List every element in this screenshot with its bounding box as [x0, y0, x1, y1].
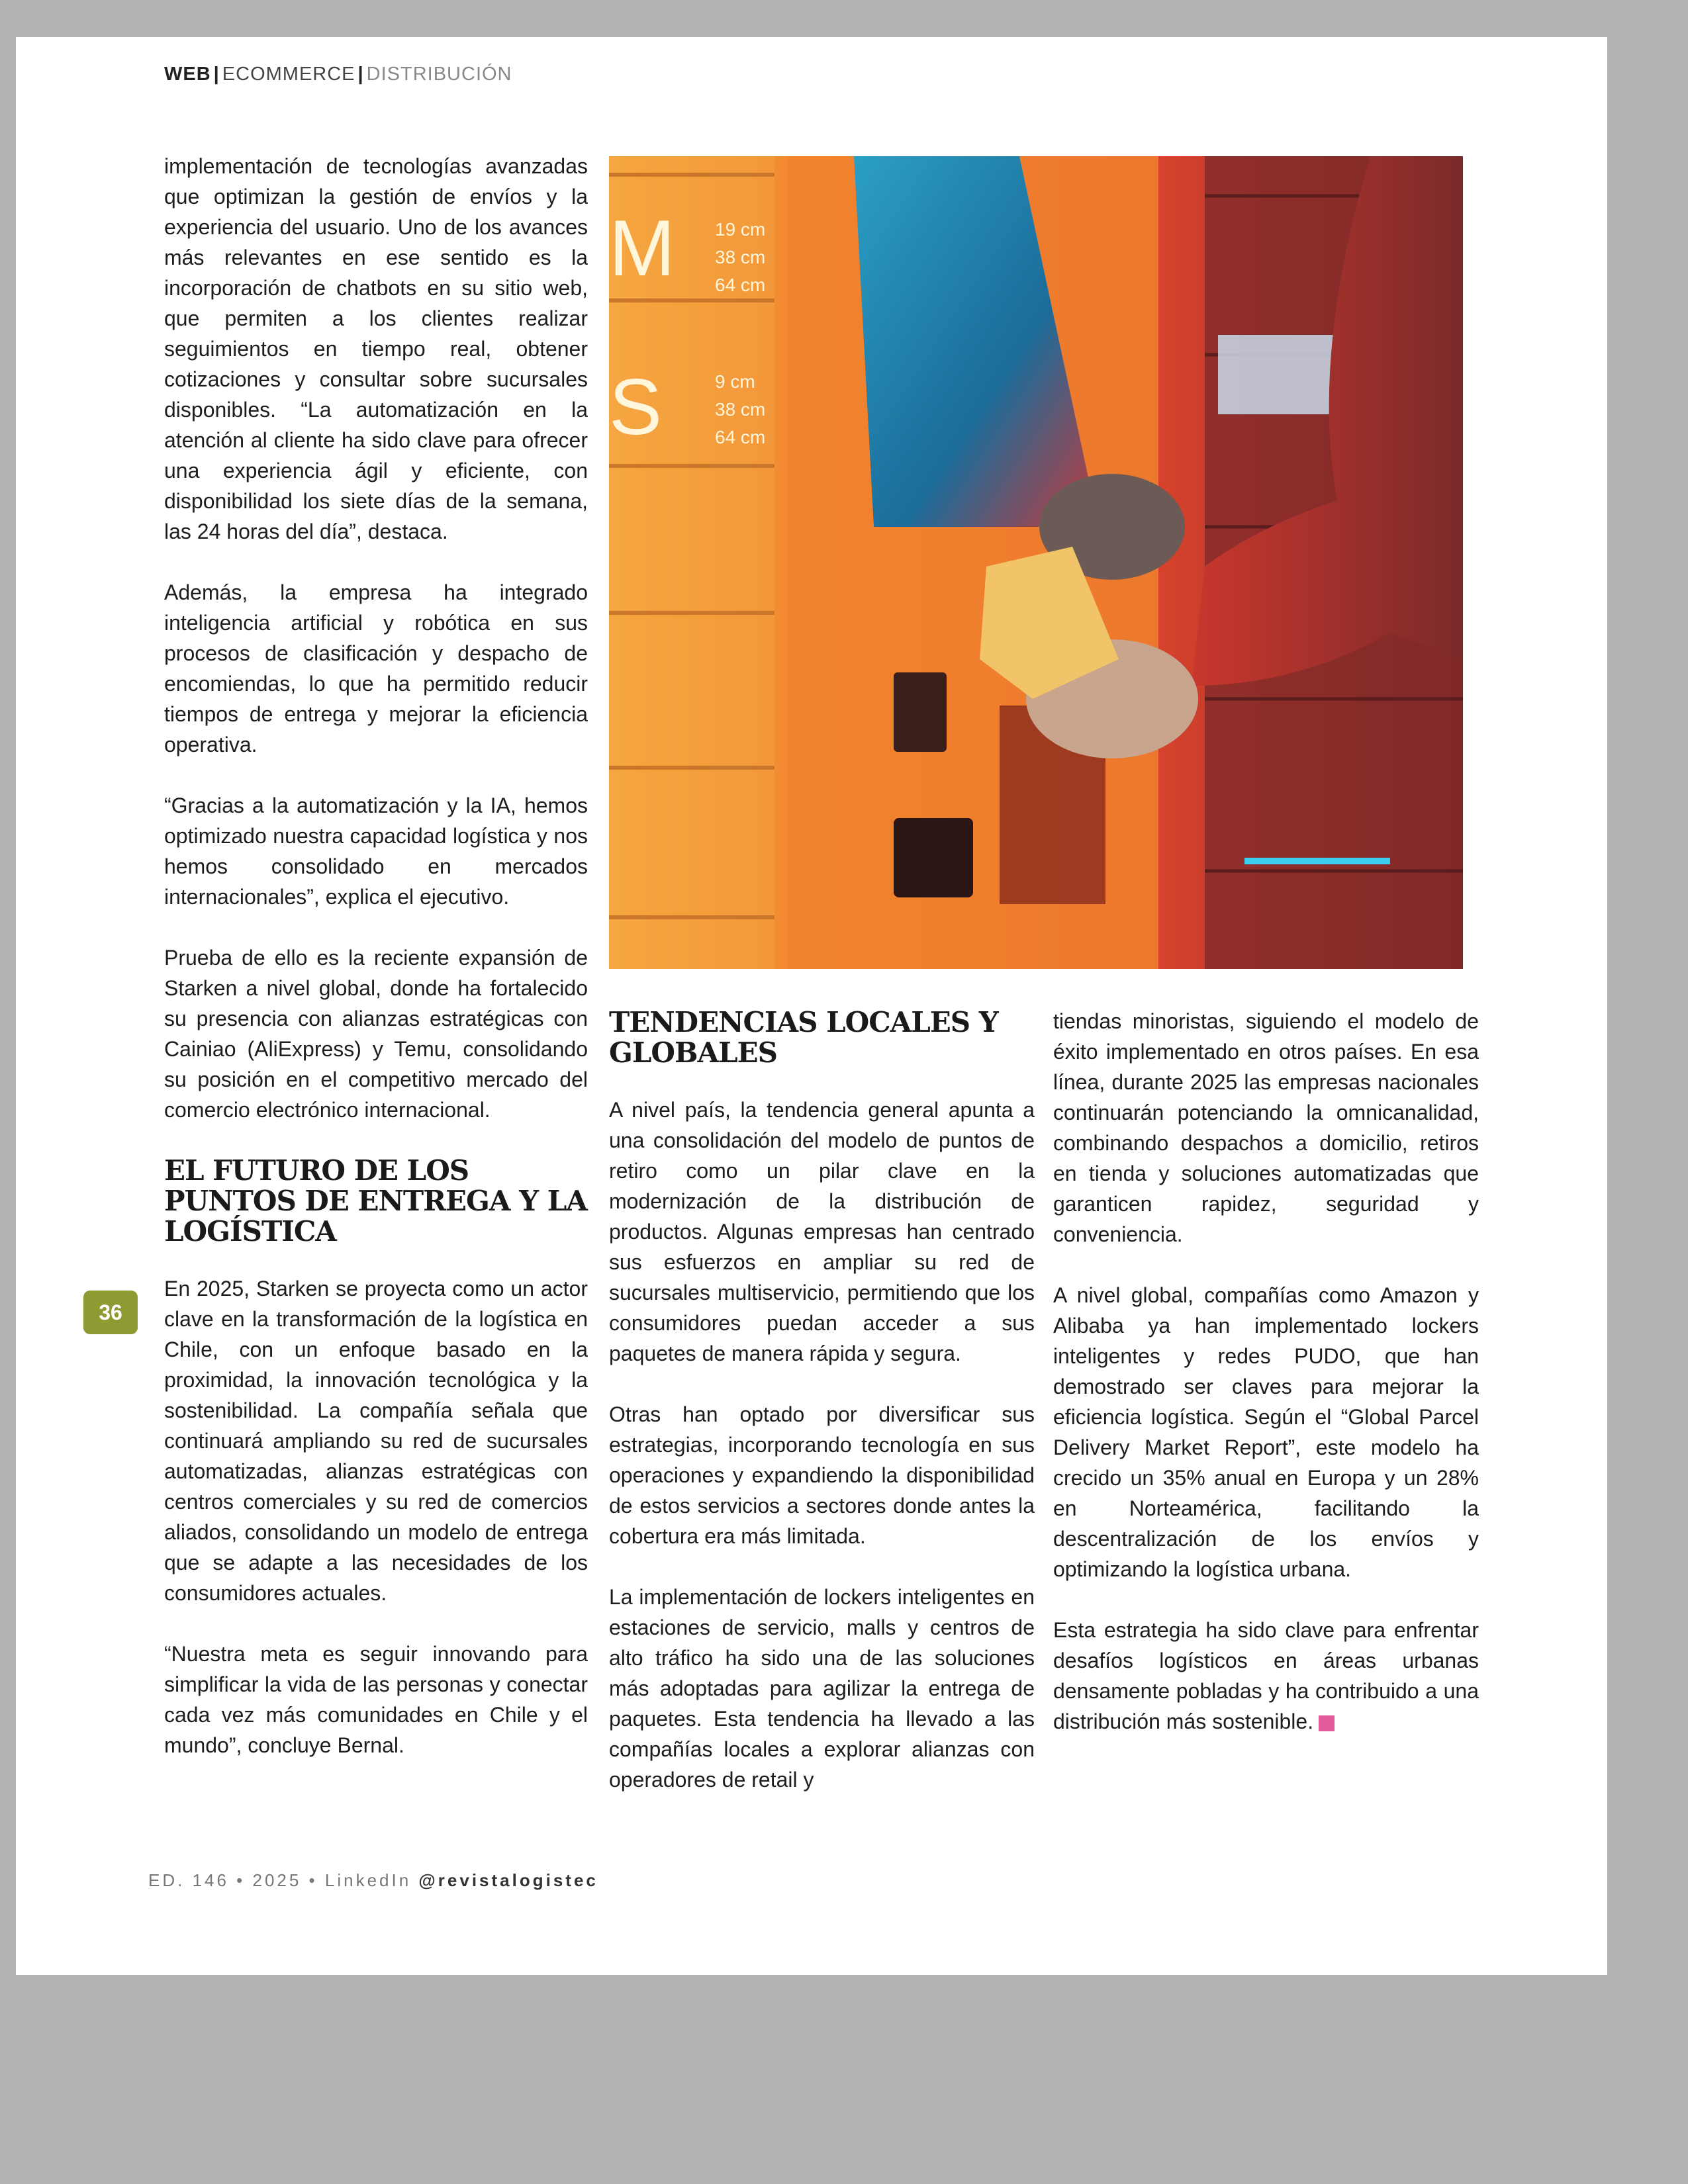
header-distribution: DISTRIBUCIÓN: [366, 64, 512, 85]
footer-social-handle[interactable]: @revistalogistec: [418, 1870, 598, 1890]
locker-photo: [609, 156, 1463, 969]
paragraph: Prueba de ello es la reciente expansión de Starken a nivel global, donde ha fortalecido su presencia con alianzas estratégicas con Cainiao (AliExpress) y Temu, consolidando su posición en el competitivo mercado del comercio electrónico internacional.: [164, 946, 588, 1122]
paragraph: A nivel país, la tendencia general apunta a una consolidación del modelo de puntos de retiro como un pilar clave en la modernización de la distribución de productos. Algunas empresas han centrado sus esfuerzos en ampliar su red de sucursales multiservicio, permitiendo que los consumidores puedan acceder a sus paquetes de manera rápida y segura.: [609, 1098, 1035, 1365]
page-number-badge: 36: [83, 1291, 138, 1334]
footer-edition: ED. 146 • 2025 • LinkedIn: [148, 1870, 419, 1890]
paragraph: La implementación de lockers inteligentes en estaciones de servicio, malls y centros de alto tráfico ha sido una de las soluciones más adoptadas para agilizar la entrega de paquetes. Esta tendencia ha llevado a las compañías locales a explorar alianzas con operadores de retail y: [609, 1585, 1035, 1792]
header-separator: |: [357, 64, 364, 85]
paragraph: A nivel global, compañías como Amazon y Alibaba ya han implementado lockers inteligentes y redes PUDO, que han demostrado ser claves para mejorar la eficiencia logística. Según el “Global Parcel Delivery Market Report”, este modelo ha crecido un 35% anual en Europa y un 28% en Norteamérica, facilitando la descentralización de los envíos y optimizando la logística urbana.: [1053, 1283, 1479, 1581]
paragraph: Además, la empresa ha integrado inteligencia artificial y robótica en sus procesos de clasificación y despacho de encomiendas, lo que ha permitido reducir tiempos de entrega y mejorar la eficiencia operativa.: [164, 580, 588, 756]
locker-size-label: 64 cm: [715, 275, 766, 295]
text-column-left: [164, 151, 588, 1760]
locker-letter-bottom: S: [609, 363, 663, 451]
section-header: [164, 64, 512, 85]
text-column-middle: [609, 1007, 1035, 1795]
paragraph: “Nuestra meta es seguir innovando para simplificar la vida de las personas y conectar cada vez más comunidades en Chile y el mundo”, concluye Bernal.: [164, 1642, 588, 1757]
paragraph-text: Esta estrategia ha sido clave para enfrentar desafíos logísticos en áreas urbanas densamente pobladas y ha contribuido a una distribución más sostenible.: [1053, 1618, 1479, 1733]
locker-letter-top: M: [609, 204, 675, 293]
header-separator: |: [213, 64, 220, 85]
text-column-right: [1053, 1006, 1479, 1737]
paragraph: implementación de tecnologías avanzadas que optimizan la gestión de envíos y la experiencia del usuario. Uno de los avances más relevantes en ese sentido es la incorporación de chatbots en su sitio web, que permiten a los clientes realizar seguimientos en tiempo real, obtener cotizaciones y consultar sobre sucursales disponibles. “La automatización en la atención al cliente ha sido clave para ofrecer una experiencia ágil y eficiente, con disponibilidad los siete días de la semana, las 24 horas del día”, destaca.: [164, 154, 588, 543]
paragraph-final: [1053, 1615, 1479, 1737]
paragraph: “Gracias a la automatización y la IA, hemos optimizado nuestra capacidad logística y nos hemos consolidado en mercados internacionales”, explica el ejecutivo.: [164, 794, 588, 909]
locker-size-label: 19 cm: [715, 219, 766, 240]
section-heading: EL FUTURO DE LOS PUNTOS DE ENTREGA Y LA LOGÍSTICA: [164, 1154, 587, 1248]
locker-size-label: 9 cm: [715, 371, 755, 392]
locker-size-label: 38 cm: [715, 247, 766, 267]
header-ecommerce: ECOMMERCE: [222, 64, 355, 85]
paragraph: tiendas minoristas, siguiendo el modelo de éxito implementado en otros países. En esa línea, durante 2025 las empresas nacionales continuarán potenciando la omnicanalidad, combinando despachos a domicilio, retiros en tienda y soluciones automatizadas que garanticen rapidez, seguridad y conveniencia.: [1053, 1009, 1479, 1246]
locker-size-label: 64 cm: [715, 427, 766, 447]
paragraph: En 2025, Starken se proyecta como un actor clave en la transformación de la logística en Chile, con un enfoque basado en la proximidad, la innovación tecnológica y la sostenibilidad. La compañía señala que continuará ampliando su red de sucursales automatizadas, alianzas estratégicas con centros comerciales y su red de comercios aliados, consolidando un modelo de entrega que se adapte a las necesidades de los consumidores actuales.: [164, 1277, 588, 1605]
end-of-article-mark: [1319, 1715, 1335, 1731]
footer: [148, 1870, 598, 1891]
locker-size-label: 38 cm: [715, 399, 766, 420]
header-web: WEB: [164, 64, 211, 85]
paragraph: Otras han optado por diversificar sus estrategias, incorporando tecnología en sus operaciones y expandiendo la disponibilidad de estos servicios a sectores donde antes la cobertura era más limitada.: [609, 1402, 1035, 1548]
section-heading: TENDENCIAS LOCALES Y GLOBALES: [609, 1006, 998, 1069]
